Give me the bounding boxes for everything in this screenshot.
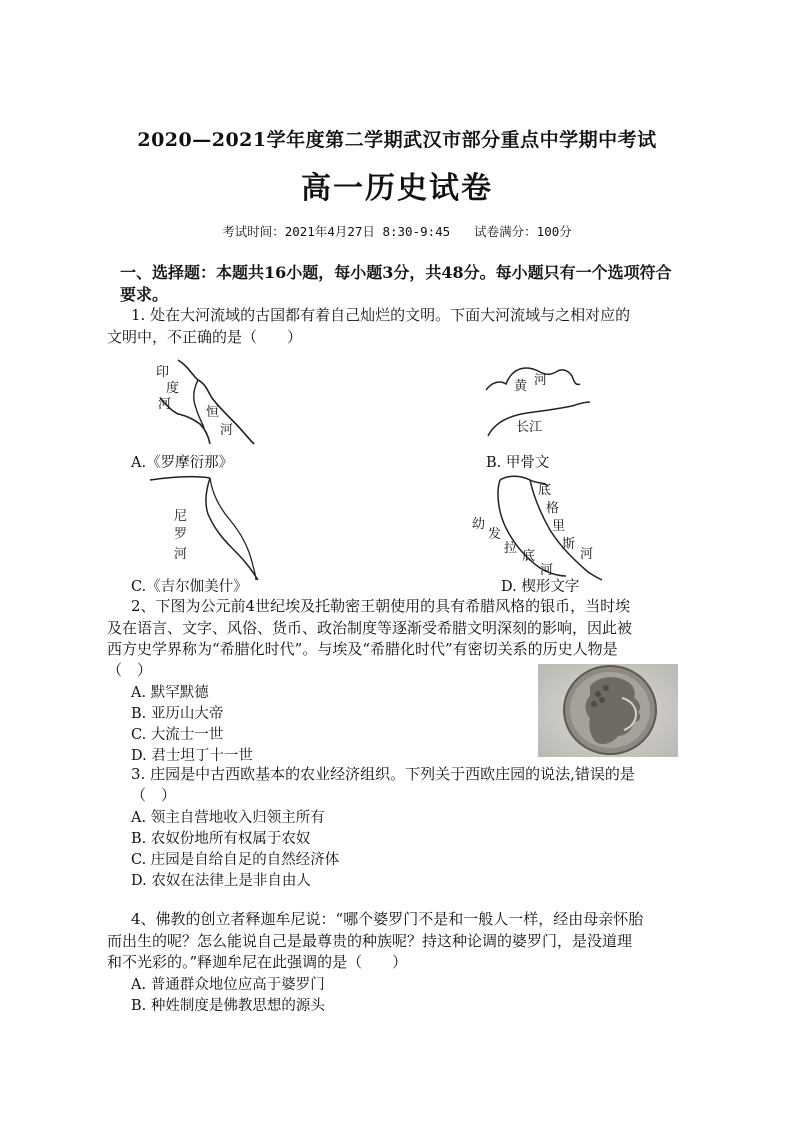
q1-stem-line2: 文明中，不正确的是（ ） — [107, 328, 303, 346]
map-d-label-9: 底 — [522, 549, 536, 564]
q4-option-a: A. 普通群众地位应高于婆罗门 — [131, 977, 325, 993]
map-d-label-5: 河 — [580, 547, 594, 562]
q4-stem-line2: 而出生的呢？怎么能说自己是最尊贵的种族呢？持这种论调的婆罗门，是没道理 — [107, 932, 633, 950]
map-nile — [148, 472, 268, 582]
coin-portrait — [538, 664, 678, 757]
q2-stem-line1: 2、下图为公元前4世纪埃及托勒密王朝使用的具有希腊风格的银币，当时埃 — [131, 597, 631, 615]
map-d-label-7: 发 — [488, 527, 502, 542]
q2-option-d: D. 君士坦丁十一世 — [131, 748, 253, 764]
q2-option-a: A. 默罕默德 — [131, 685, 209, 701]
q3-stem-line1: 3. 庄园是中古西欧基本的农业经济组织。下列关于西欧庄园的说法,错误的是 — [131, 765, 635, 783]
section-heading: 一、选择题：本题共16小题，每小题3分，共48分。每小题只有一个选项符合要求。 — [120, 263, 672, 304]
map-d-label-8: 拉 — [504, 541, 518, 556]
q1-stem-line1: 1. 处在大河流域的古国都有着自己灿烂的文明。下面大河流域与之相对应的 — [131, 306, 631, 324]
map-a-label-2: 度 — [166, 381, 180, 396]
q2-stem-line2: 及在语言、文字、风俗、货币、政治制度等逐渐受希腊文明深刻的影响，因此被 — [107, 619, 633, 637]
q4-stem-line1: 4、佛教的创立者释迦牟尼说：“哪个婆罗门不是和一般人一样，经由母亲怀胎 — [131, 910, 644, 928]
map-d-label-4: 斯 — [562, 537, 576, 552]
q3-option-c: C. 庄园是自给自足的自然经济体 — [131, 852, 340, 868]
map-a-label-5: 河 — [220, 423, 234, 438]
map-b-label-3: 长江 — [516, 420, 543, 435]
map-d-label-1: 底 — [538, 483, 552, 498]
q3-stem-line2: （ ） — [131, 786, 177, 804]
map-c-label-1: 尼 — [174, 509, 188, 524]
map-tigris-euphrates — [470, 472, 610, 582]
silver-coin-image — [538, 664, 678, 757]
map-indus-ganges — [148, 358, 258, 446]
map-c-label-2: 罗 — [174, 527, 188, 542]
map-d-label-6: 幼 — [472, 517, 486, 532]
map-a-label-3: 河 — [158, 397, 172, 412]
q1-option-a: A.《罗摩衍那》 — [131, 455, 234, 471]
exam-info — [0, 222, 794, 240]
map-d-label-2: 格 — [546, 501, 560, 516]
map-d-label-10: 河 — [540, 563, 554, 578]
exam-title: 2020—2021学年度第二学期武汉市部分重点中学期中考试 — [137, 129, 657, 151]
q3-option-d: D. 农奴在法律上是非自由人 — [131, 873, 311, 889]
full-score: 试卷满分：100分 — [474, 224, 572, 239]
map-b-label-2: 河 — [534, 373, 548, 388]
q4-option-b: B. 种姓制度是佛教思想的源头 — [131, 998, 325, 1014]
q1-option-b: B. 甲骨文 — [486, 455, 550, 471]
q2-stem-line4: （ ） — [107, 661, 153, 679]
q3-option-b: B. 农奴份地所有权属于农奴 — [131, 831, 311, 847]
map-d-label-3: 里 — [552, 519, 566, 534]
exam-time: 考试时间：2021年4月27日 8:30-9:45 — [222, 224, 451, 239]
q1-option-d: D. 楔形文字 — [501, 579, 580, 595]
map-a-label-1: 印 — [156, 365, 170, 380]
q2-option-b: B. 亚历山大帝 — [131, 706, 224, 722]
q2-stem-line3: 西方史学界称为“希腊化时代”。与埃及“希腊化时代”有密切关系的历史人物是 — [107, 640, 618, 658]
q2-option-c: C. 大流士一世 — [131, 727, 224, 743]
paper-title: 高一历史试卷 — [301, 171, 493, 206]
map-yellow-yangtze — [484, 362, 594, 440]
map-a-label-4: 恒 — [206, 405, 220, 420]
q3-option-a: A. 领主自营地收入归领主所有 — [131, 810, 325, 826]
map-c-label-3: 河 — [174, 547, 188, 562]
map-b-label-1: 黄 — [514, 379, 528, 394]
q4-stem-line3: 和不光彩的。”释迦牟尼在此强调的是（ ） — [107, 953, 408, 971]
q1-option-c: C.《吉尔伽美什》 — [131, 579, 248, 595]
